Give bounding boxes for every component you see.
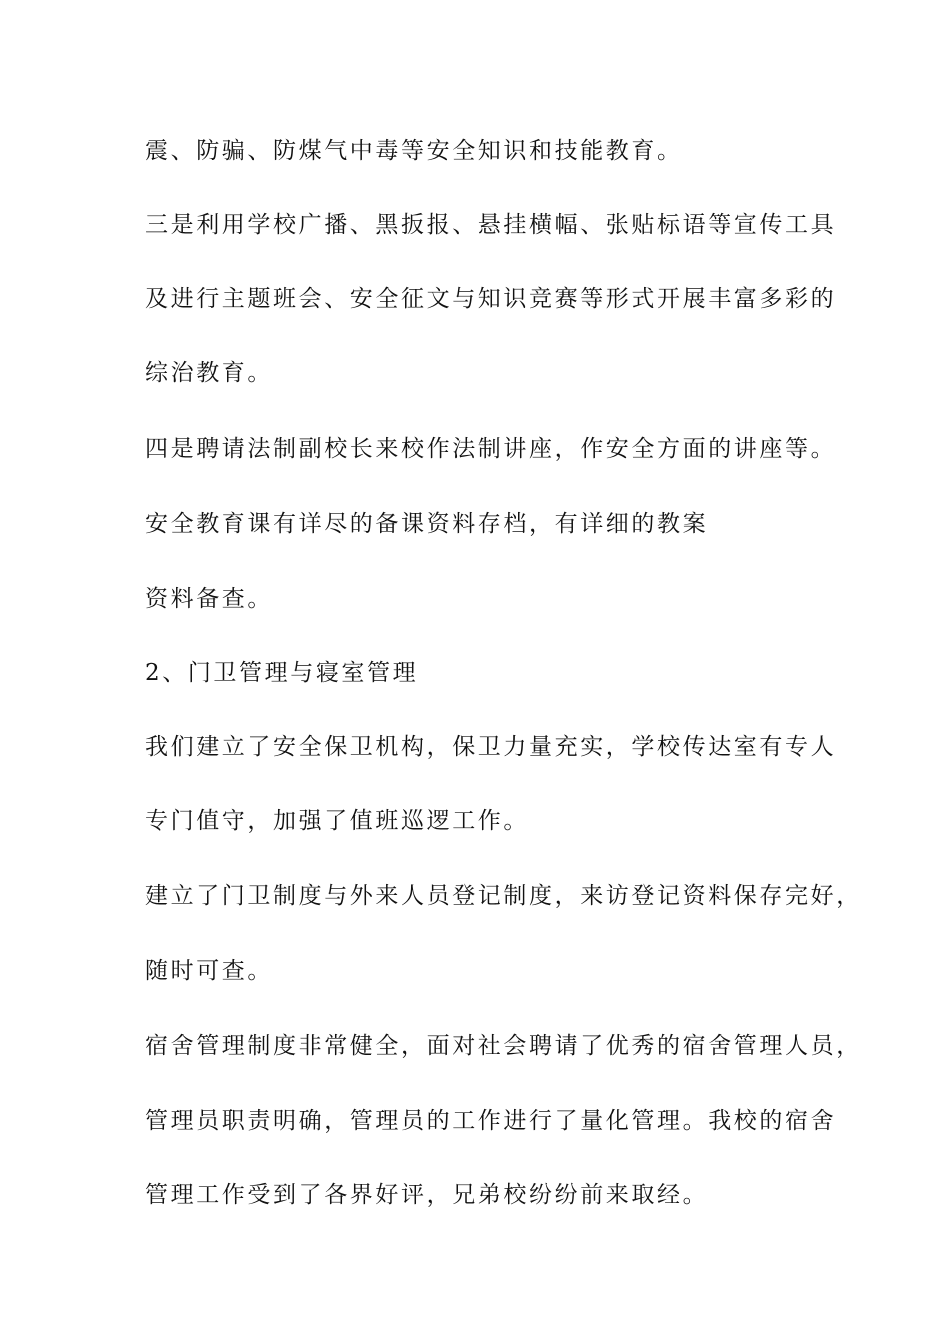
text-line-10: 专门值守，加强了值班巡逻工作。 <box>145 808 529 834</box>
text-line-12: 随时可查。 <box>145 958 273 984</box>
section-heading: 2、门卫管理与寝室管理 <box>145 660 419 686</box>
text-line-14: 管理员职责明确，管理员的工作进行了量化管理。我校的宿舍 <box>145 1108 837 1134</box>
text-line-4: 综治教育。 <box>145 360 273 386</box>
text-line-13: 宿舍管理制度非常健全，面对社会聘请了优秀的宿舍管理人员， <box>145 1033 862 1059</box>
text-line-2: 三是利用学校广播、黑扳报、悬挂横幅、张贴标语等宣传工具 <box>145 212 837 238</box>
text-line-3: 及进行主题班会、安全征文与知识竞赛等形式开展丰富多彩的 <box>145 286 837 312</box>
text-line-6: 安全教育课有详尽的备课资料存档，有详细的教案 <box>145 511 709 537</box>
text-line-11: 建立了门卫制度与外来人员登记制度，来访登记资料保存完好， <box>145 883 862 909</box>
text-line-15: 管理工作受到了各界好评，兄弟校纷纷前来取经。 <box>145 1182 709 1208</box>
text-line-7: 资料备查。 <box>145 586 273 612</box>
text-line-5: 四是聘请法制副校长来校作法制讲座，作安全方面的讲座等。 <box>145 436 837 462</box>
text-line-9: 我们建立了安全保卫机构，保卫力量充实，学校传达室有专人 <box>145 734 837 760</box>
text-line-1: 震、防骗、防煤气中毒等安全知识和技能教育。 <box>145 138 683 164</box>
